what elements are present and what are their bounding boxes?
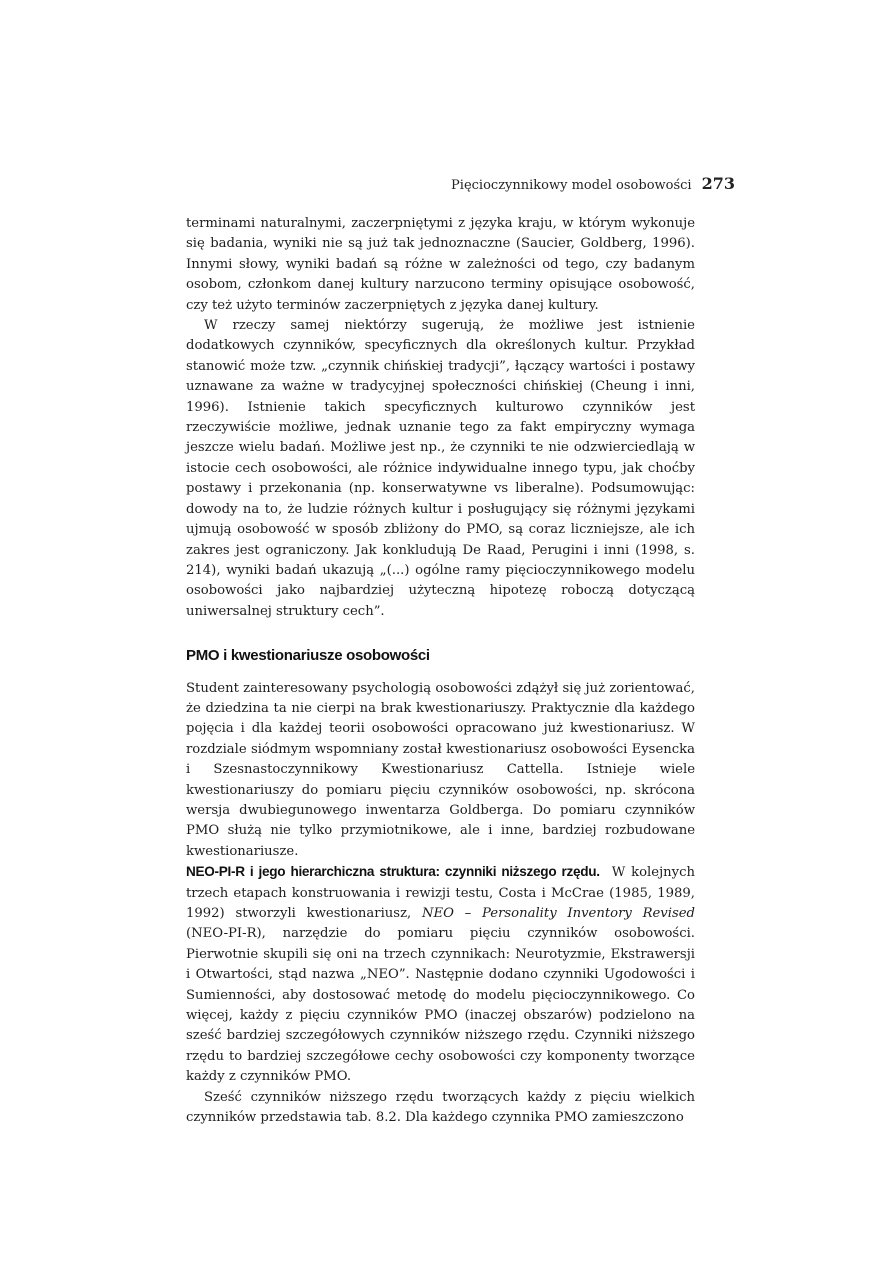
paragraph-lower-order-factors: Sześć czynników niższego rzędu tworzących każdy z pięciu wielkich czynników przedstawia tab. 8.2. Dla każdego czynnika PMO zamieszczono	[186, 1089, 695, 1126]
subsection-heading: NEO-PI-R i jego hierarchiczna struktura: czynniki niższego rzędu.	[186, 864, 600, 880]
neo-italic-title: NEO – Personality Inventory Revised	[421, 906, 695, 921]
paragraph-continued: terminami naturalnymi, zaczerpniętymi z języka kraju, w którym wykonuje się badania, wyniki nie są już tak jednoznaczne (Saucier, Goldberg, 1996). Innymi słowy, wyniki badań są różne w zależności od tego, czy badanym osobom, członkom danej kultury narzucono terminy opisujące osobowość, czy też użyto terminów zaczerpniętych z języka danej kultury.	[186, 216, 695, 313]
neo-text-after: (NEO-PI-R), narzędzie do pomiaru pięciu czynników osobowości. Pierwotnie skupili się oni na trzech czynnikach: Neurotyzmie, Ekstrawersji i Otwartości, stąd nazwa „NEO”. Następnie dodano czynniki Ugodowości i Sumienności, aby dostosować metodę do modelu pięcioczynnikowego. Co więcej, każdy z pięciu czynników PMO (inaczej obszarów) podzielono na sześć bardziej szczegółowych czynników niższego rzędu. Czynniki niższego rzędu to bardziej szczegółowe cechy osobowości czy komponenty tworzące każdy z czynników PMO.	[186, 926, 695, 1085]
neo-text-before: W kolejnych trzech etapach konstruowania i rewizji testu, Costa i McCrae (1985, 1989, 1992) stworzyli kwestionariusz,	[186, 865, 695, 921]
paragraph-questionnaires: Student zainteresowany psychologią osobowości zdążył się już zorientować, że dziedzina ta nie cierpi na brak kwestionariuszy. Praktycznie dla każdego pojęcia i dla każdej teorii osobowości opracowano już kwestionariusz. W rozdziale siódmym wspomniany został kwestionariusz osobowości Eysencka i Szesnastoczynnikowy Kwestionariusz Cattella. Istnieje wiele kwestionariuszy do pomiaru pięciu czynników osobowości, np. skrócona wersja dwubiegunowego inwentarza Goldberga. Do pomiaru czynników PMO służą nie tylko przymiotnikowe, ale i inne, bardziej rozbudowane kwestionariusze.	[186, 680, 695, 859]
running-title: Pięcioczynnikowy model osobowości	[451, 178, 692, 193]
paragraph-neo-pi-r	[186, 862, 695, 1087]
body-text	[186, 214, 695, 1128]
section-heading: PMO i kwestionariusze osobowości	[186, 647, 430, 665]
page-number: 273	[701, 174, 735, 193]
paragraph-culture-factors: W rzeczy samej niektórzy sugerują, że możliwe jest istnienie dodatkowych czynników, specyficznych dla określonych kultur. Przykład stanowić może tzw. „czynnik chińskiej tradycji”, łączący wartości i postawy uznawane za ważne w tradycyjnej społeczności chińskiej (Cheung i inni, 1996). Istnienie takich specyficznych kulturowo czynników jest rzeczywiście możliwe, jednak uznanie tego za fakt empiryczny wymaga jeszcze wielu badań. Możliwe jest np., że czynniki te nie odzwierciedlają w istocie cech osobowości, ale różnice indywidualne innego typu, jak choćby postawy i przekonania (np. konserwatywne vs liberalne). Podsumowując: dowody na to, że ludzie różnych kultur i posługujący się różnymi językami ujmują osobowość w sposób zbliżony do PMO, są coraz liczniejsze, ale ich zakres jest ograniczony. Jak konkludują De Raad, Perugini i inni (1998, s. 214), wyniki badań ukazują „(...) ogólne ramy pięcioczynnikowego modelu osobowości jako najbardziej użyteczną hipotezę roboczą dotyczącą uniwersalnej struktury cech”.	[186, 318, 695, 619]
running-head	[451, 174, 735, 193]
